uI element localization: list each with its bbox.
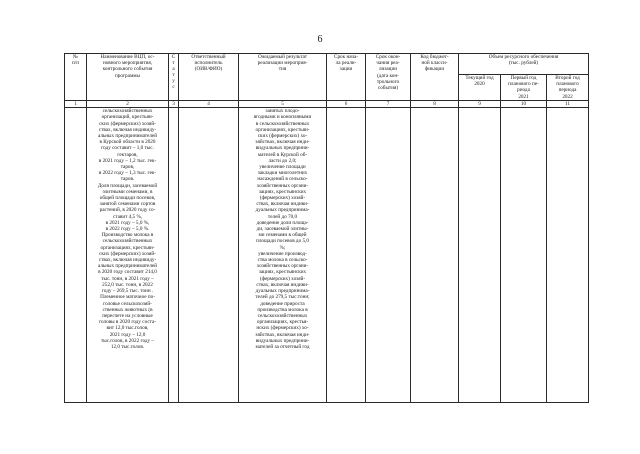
- cell-start: [327, 108, 366, 403]
- header-name: Наименование ВЦП, ос- новного мероприятия, контрольного события программы: [87, 54, 169, 101]
- colnum-3: 3: [169, 101, 179, 108]
- cell-budget-code: [411, 108, 459, 403]
- cell-status: [169, 108, 179, 403]
- cell-current-year: [459, 108, 501, 403]
- colnum-8: 8: [411, 101, 459, 108]
- header-row: [65, 54, 589, 75]
- column-number-row: [65, 101, 589, 108]
- cell-responsible: [179, 108, 239, 403]
- colnum-5: 5: [239, 101, 327, 108]
- colnum-4: 4: [179, 101, 239, 108]
- cell-end: [366, 108, 411, 403]
- header-start: Срок нача- ла реали- зации: [327, 54, 366, 101]
- header-first-year: Первый год планового пе- риода 2021: [501, 75, 547, 101]
- cell-second-year: [547, 108, 589, 403]
- cell-first-year: [501, 108, 547, 403]
- header-expected: Ожидаемый результат реализации мероприя- тия: [239, 54, 327, 101]
- colnum-7: 7: [366, 101, 411, 108]
- cell-expected-text: занятых плодо- ягодными и конопляными в сельскохозяйственных организациях, крестьян- ских (фермерских) хо- зяйствах, включая инди- видуальных предприни- мателей в Курской об- ласти до 2,0; увеличение площади закладки многолетних насаждений в сельско- хозяйственных органи- зациях, крестьянских (фермерских) хозяй- ствах, включая индиви- дуальных предпринима- телей до 70,0 доведение доли площа- ди, засеваемой элитны- ми семенами в общей площади посевов до 5,0 %; увеличение производ- ства молока в сельско- хозяйственных органи- зациях, крестьянских (фермерских) хозяй- ствах, включая индиви- дуальных предпринима- телей до 279,5 тыс.тонн; доведение прироста производства молока в сельскохозяйственных организациях, крестья- нских (фермерских) хо- зяйствах, включая инди- видуальных предприни- мателей за отчетный год: [239, 108, 327, 403]
- colnum-2: 2: [87, 101, 169, 108]
- cell-indicator-text: сельскохозяйственных организаций, крестьян- ских (фермерских) хозяй- ствах, включая индивиду- альных предпринимателей в Курской области в 2020 году составит – 1,0 тыс. гектаров, в 2021 году – 1,2 тыс. гек- таров, в 2022 году – 1,3 тыс. гек- таров. Доля площади, засеваемой элитными семенами, в общей площади посевов, занятой семенами сортов растений, в 2020 году со- ставит 4,5 %, в 2021 году – 5,0 %, в 2022 году – 5,0 %. Производство молока в сельскохозяйственных организациях, крестьян- ских (фермерских) хозяй- ствах, включая индивиду- альных предпринимателей в 2020 году составит 214,0 тыс. тонн, в 2021 году – 252,0 тыс. тонн, в 2022 году – 269,5 тыс. тонн . Племенное маточное по- головье сельскохозяй- ственных животных (в пересчете на условные головы в 2020 году соста- вит 12,0 тыс.голов, 2021 году – 12,0 тыс.голов, в 2022 году – 12,0 тыс.голов.: [87, 108, 169, 403]
- header-end: Срок окон- чания реа- лизации (дата кон- трольного события): [366, 54, 411, 101]
- cell-num: [65, 108, 87, 403]
- colnum-9: 9: [459, 101, 501, 108]
- header-current-year: Текущий год 2020: [459, 75, 501, 101]
- header-num: № п/п: [65, 54, 87, 101]
- header-budget-code: Код бюджет- ной класси- фикации: [411, 54, 459, 101]
- colnum-1: 1: [65, 101, 87, 108]
- header-responsible: Ответственный исполнитель (ОИВ/ФИО): [179, 54, 239, 101]
- header-second-year: Второй год планового периода 2022: [547, 75, 589, 101]
- header-status: С т а т у с: [169, 54, 179, 101]
- colnum-11: 11: [547, 101, 589, 108]
- colnum-10: 10: [501, 101, 547, 108]
- colnum-6: 6: [327, 101, 366, 108]
- page-number: 6: [317, 34, 323, 45]
- program-table: [64, 53, 589, 403]
- table-row: [65, 108, 589, 403]
- header-resources: Объем ресурсного обеспечения (тыс. рублей): [459, 54, 589, 75]
